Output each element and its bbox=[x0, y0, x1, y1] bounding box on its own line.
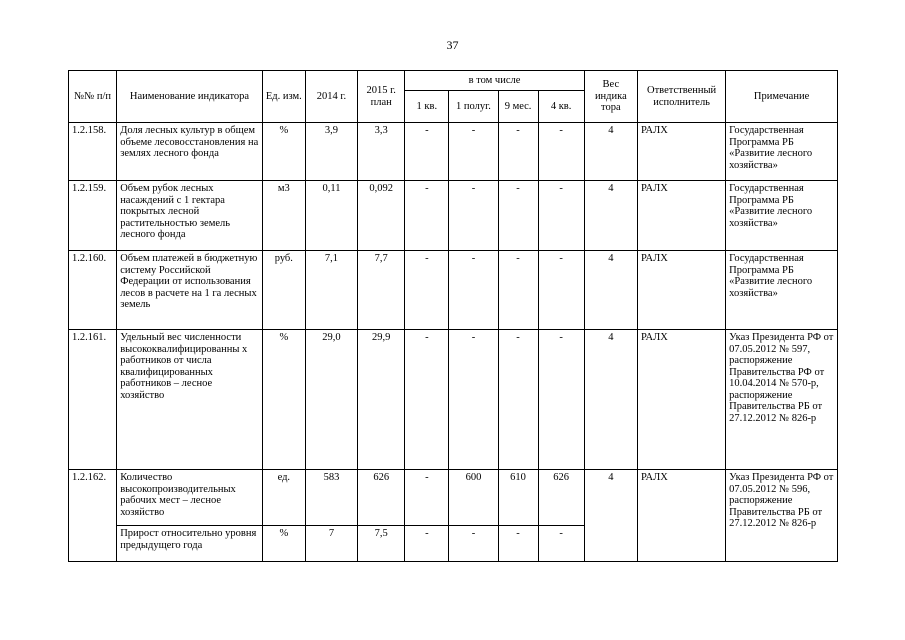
header-2015: 2015 г. план bbox=[358, 71, 405, 123]
row-num: 1.2.161. bbox=[69, 330, 117, 470]
table-row bbox=[69, 470, 838, 526]
responsible: РАЛХ bbox=[638, 470, 726, 562]
indicator-name: Количество высокопроизводительных рабочих мест – лесное хозяйство bbox=[117, 470, 263, 526]
value-h1: - bbox=[449, 330, 498, 470]
responsible: РАЛХ bbox=[638, 123, 726, 181]
responsible: РАЛХ bbox=[638, 181, 726, 251]
value-q1: - bbox=[405, 181, 449, 251]
indicator-name: Удельный вес численности высококвалифицированны х работников от числа квалифицированных работников – лесное хозяйство bbox=[117, 330, 263, 470]
value-2014: 7,1 bbox=[305, 251, 357, 330]
weight: 4 bbox=[584, 470, 637, 562]
header-name: Наименование индикатора bbox=[117, 71, 263, 123]
value-9m: - bbox=[498, 123, 538, 181]
value-2014: 0,11 bbox=[305, 181, 357, 251]
value-2014: 7 bbox=[305, 526, 357, 562]
header-num: №№ п/п bbox=[69, 71, 117, 123]
value-q4: 626 bbox=[538, 470, 584, 526]
value-2014: 583 bbox=[305, 470, 357, 526]
header-9m: 9 мес. bbox=[498, 91, 538, 123]
value-q4: - bbox=[538, 123, 584, 181]
indicator-name: Прирост относительно уровня предыдущего года bbox=[117, 526, 263, 562]
indicator-name: Объем платежей в бюджетную систему Российской Федерации от использования лесов в расчете на 1 га лесных земель bbox=[117, 251, 263, 330]
unit: % bbox=[262, 123, 305, 181]
weight: 4 bbox=[584, 251, 637, 330]
value-2015: 0,092 bbox=[358, 181, 405, 251]
value-h1: - bbox=[449, 526, 498, 562]
unit: ед. bbox=[262, 470, 305, 526]
value-q1: - bbox=[405, 251, 449, 330]
value-2015: 7,5 bbox=[358, 526, 405, 562]
header-including: в том числе bbox=[405, 71, 584, 91]
header-q4: 4 кв. bbox=[538, 91, 584, 123]
header-unit: Ед. изм. bbox=[262, 71, 305, 123]
indicators-table bbox=[68, 70, 838, 562]
weight: 4 bbox=[584, 123, 637, 181]
indicator-name: Объем рубок лесных насаждений с 1 гектара покрытых лесной растительностью земель лесного фонда bbox=[117, 181, 263, 251]
header-note: Примечание bbox=[726, 71, 838, 123]
row-num: 1.2.162. bbox=[69, 470, 117, 562]
note: Государственная Программа РБ «Развитие лесного хозяйства» bbox=[726, 181, 838, 251]
value-q4: - bbox=[538, 526, 584, 562]
value-h1: 600 bbox=[449, 470, 498, 526]
value-9m: - bbox=[498, 330, 538, 470]
value-q1: - bbox=[405, 123, 449, 181]
value-q1: - bbox=[405, 330, 449, 470]
value-h1: - bbox=[449, 123, 498, 181]
note: Государственная Программа РБ «Развитие лесного хозяйства» bbox=[726, 251, 838, 330]
responsible: РАЛХ bbox=[638, 330, 726, 470]
note: Государственная Программа РБ «Развитие лесного хозяйства» bbox=[726, 123, 838, 181]
value-2015: 7,7 bbox=[358, 251, 405, 330]
header-2014: 2014 г. bbox=[305, 71, 357, 123]
value-q4: - bbox=[538, 181, 584, 251]
value-h1: - bbox=[449, 251, 498, 330]
value-q1: - bbox=[405, 526, 449, 562]
value-9m: 610 bbox=[498, 470, 538, 526]
value-2014: 3,9 bbox=[305, 123, 357, 181]
row-num: 1.2.160. bbox=[69, 251, 117, 330]
indicator-name: Доля лесных культур в общем объеме лесовосстановления на землях лесного фонда bbox=[117, 123, 263, 181]
header-h1: 1 полуг. bbox=[449, 91, 498, 123]
value-h1: - bbox=[449, 181, 498, 251]
value-9m: - bbox=[498, 181, 538, 251]
note: Указ Президента РФ от 07.05.2012 № 596, распоряжение Правительства РБ от 27.12.2012 № 826-р bbox=[726, 470, 838, 562]
row-num: 1.2.158. bbox=[69, 123, 117, 181]
table-row bbox=[69, 251, 838, 330]
value-2015: 626 bbox=[358, 470, 405, 526]
unit: % bbox=[262, 330, 305, 470]
value-q4: - bbox=[538, 251, 584, 330]
unit: руб. bbox=[262, 251, 305, 330]
weight: 4 bbox=[584, 330, 637, 470]
table-row bbox=[69, 123, 838, 181]
value-2015: 3,3 bbox=[358, 123, 405, 181]
header-responsible: Ответственный исполнитель bbox=[638, 71, 726, 123]
table-row bbox=[69, 181, 838, 251]
page-number: 37 bbox=[446, 38, 459, 52]
header-weight: Вес индика тора bbox=[584, 71, 637, 123]
value-q4: - bbox=[538, 330, 584, 470]
row-num: 1.2.159. bbox=[69, 181, 117, 251]
value-q1: - bbox=[405, 470, 449, 526]
weight: 4 bbox=[584, 181, 637, 251]
note: Указ Президента РФ от 07.05.2012 № 597, распоряжение Правительства РФ от 10.04.2014 № 570-р, распоряжение Правительства РБ от 27.12.2012 № 826-р bbox=[726, 330, 838, 470]
header-q1: 1 кв. bbox=[405, 91, 449, 123]
value-9m: - bbox=[498, 526, 538, 562]
value-2014: 29,0 bbox=[305, 330, 357, 470]
table-row bbox=[69, 330, 838, 470]
value-2015: 29,9 bbox=[358, 330, 405, 470]
unit: % bbox=[262, 526, 305, 562]
unit: м3 bbox=[262, 181, 305, 251]
value-9m: - bbox=[498, 251, 538, 330]
responsible: РАЛХ bbox=[638, 251, 726, 330]
